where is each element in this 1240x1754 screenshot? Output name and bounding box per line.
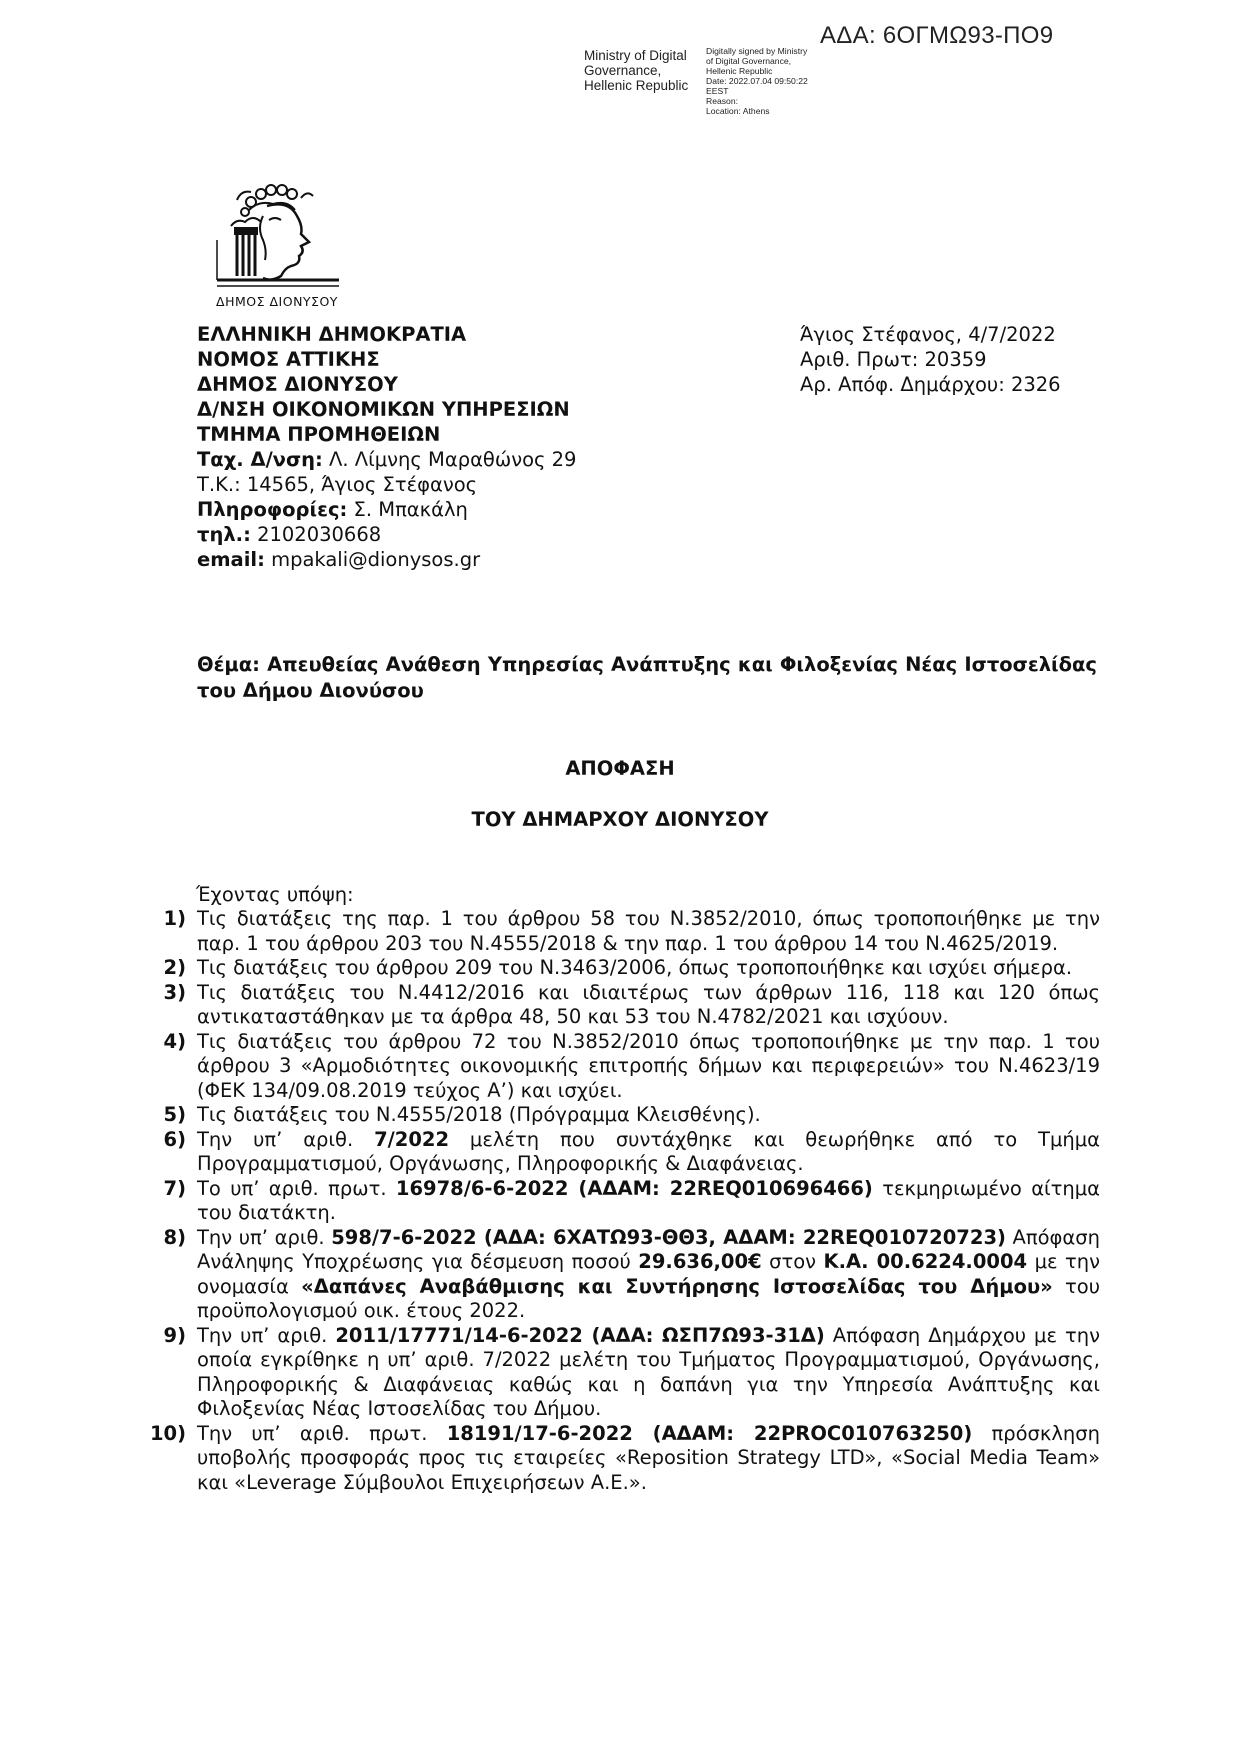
email-line xyxy=(197,547,576,572)
list-item xyxy=(140,1128,1100,1177)
text-segment: πρόσκληση υποβολής προσφοράς προς τις εταιρείες «Reposition Strategy LTD», «Social Media Team» και «Leverage Σύμβουλοι Επιχειρήσεων Α.Ε.». xyxy=(197,1421,1101,1494)
signature-details xyxy=(706,46,808,116)
info-line xyxy=(197,497,576,522)
signature-detail-line: Date: 2022.07.04 09:50:22 xyxy=(706,76,808,86)
signature-detail-line: Reason: xyxy=(706,96,739,106)
list-item-text xyxy=(197,1422,1100,1496)
tel-line xyxy=(197,522,576,547)
tel-label: τηλ.: xyxy=(197,523,251,546)
list-item-number: 5) xyxy=(163,1103,186,1126)
emphasized-reference: 2011/17771/14-6-2022 (ΑΔΑ: ΩΣΠ7Ω93-31Δ) xyxy=(335,1323,825,1347)
list-item-text xyxy=(197,1030,1100,1104)
list-item xyxy=(140,1226,1100,1324)
signature-detail-line: Digitally signed by Ministry xyxy=(706,46,808,56)
list-item-text xyxy=(197,1103,1100,1128)
signature-detail-line: Location: Athens xyxy=(706,106,770,116)
list-item-text xyxy=(197,907,1100,956)
issuer-line: ΕΛΛΗΝΙΚΗ ΔΗΜΟΚΡΑΤΙΑ xyxy=(197,323,467,346)
considering-intro: Έχοντας υπόψη: xyxy=(196,883,354,906)
list-item-number: 8) xyxy=(163,1225,186,1249)
address-label: Ταχ. Δ/νση: xyxy=(197,448,323,471)
text-segment: με την ονομασία xyxy=(197,1250,1100,1298)
text-segment: Τις διατάξεις του Ν.4412/2016 και ιδιαιτέρως των άρθρων 116, 118 και 120 όπως αντικαταστάθηκαν με τα άρθρα 48, 50 και 53 του Ν.4782/2021 και ισχύουν. xyxy=(197,980,1100,1028)
text-segment: Την υπ’ αριθ. xyxy=(197,1323,336,1347)
list-item-number: 10) xyxy=(149,1421,186,1445)
postal-line: Τ.Κ.: 14565, Άγιος Στέφανος xyxy=(197,473,478,496)
list-item xyxy=(140,1177,1100,1226)
municipality-logo xyxy=(207,180,367,315)
list-item-number: 2) xyxy=(163,956,186,979)
decision-title: ΑΠΟΦΑΣΗ xyxy=(565,757,675,780)
issuer-line: Δ/ΝΣΗ ΟΙΚΟΝΟΜΙΚΩΝ ΥΠΗΡΕΣΙΩΝ xyxy=(197,398,570,421)
dionysus-head-emblem xyxy=(217,185,339,286)
address-line xyxy=(197,447,576,472)
text-segment: Την υπ’ αριθ. xyxy=(197,1225,332,1249)
subject-line: Θέμα: Απευθείας Ανάθεση Υπηρεσίας Ανάπτυξης και Φιλοξενίας Νέας Ιστοσελίδας του Δήμου Διονύσου xyxy=(197,653,1097,702)
text-segment: Τις διατάξεις του Ν.4555/2018 (Πρόγραμμα Κλεισθένης). xyxy=(197,1103,761,1126)
place-date: Άγιος Στέφανος, 4/7/2022 xyxy=(800,323,1056,346)
text-segment: του προϋπολογισμού οικ. έτους 2022. xyxy=(197,1274,1100,1322)
emphasized-reference: 29.636,00€ xyxy=(638,1250,762,1273)
list-item xyxy=(140,1103,1100,1128)
list-item-number: 1) xyxy=(163,907,186,930)
list-item-number: 3) xyxy=(163,980,186,1004)
decision-number: Αρ. Απόφ. Δημάρχου: 2326 xyxy=(800,373,1061,396)
emphasized-reference: Κ.Α. 00.6224.0004 xyxy=(823,1250,1028,1273)
list-item-number: 9) xyxy=(163,1323,186,1347)
text-segment: Την υπ’ αριθ. xyxy=(197,1127,375,1151)
text-segment: Τις διατάξεις του άρθρου 72 του Ν.3852/2010 όπως τροποποιήθηκε με την παρ. 1 του άρθρου 3 «Αρμοδιότητες οικονομικής επιτροπής δήμων και περιφερειών» του Ν.4623/19 (ΦΕΚ 134/09.08.2019 τεύχος Α’) και ισχύει. xyxy=(197,1029,1100,1102)
issuer-line: ΔΗΜΟΣ ΔΙΟΝΥΣΟΥ xyxy=(197,373,398,396)
text-segment: Απόφαση Ανάληψης Υποχρέωσης για δέσμευση ποσού xyxy=(197,1225,1100,1273)
issuer-line: ΤΜΗΜΑ ΠΡΟΜΗΘΕΙΩΝ xyxy=(197,423,441,446)
address-value: Λ. Λίμνης Μαραθώνος 29 xyxy=(322,448,577,471)
email-value: mpakali@dionysos.gr xyxy=(264,548,481,571)
ada-code: ΑΔΑ: 6ΟΓΜΩ93-ΠΟ9 xyxy=(820,22,1054,49)
text-segment: μελέτη που συντάχθηκε και θεωρήθηκε από το Τμήμα Προγραμματισμού, Οργάνωσης, Πληροφορικής & Διαφάνειας. xyxy=(197,1127,1100,1175)
list-item-text xyxy=(197,956,1100,981)
signature-signer xyxy=(584,48,688,93)
emphasized-reference: 598/7-6-2022 (ΑΔΑ: 6ΧΑΤΩ93-ΘΘ3, ΑΔΑΜ: 22REQ010720723) xyxy=(331,1225,1006,1249)
list-item-text xyxy=(197,1177,1100,1226)
list-item xyxy=(140,956,1100,981)
info-label: Πληροφορίες: xyxy=(197,498,348,521)
list-item-text xyxy=(197,981,1100,1030)
protocol-number: Αριθ. Πρωτ: 20359 xyxy=(800,348,987,371)
list-item-text xyxy=(197,1226,1100,1324)
reference-block xyxy=(800,322,1061,397)
list-item xyxy=(140,1324,1100,1422)
signature-detail-line: Hellenic Republic xyxy=(706,66,773,76)
info-value: Σ. Μπακάλη xyxy=(347,498,468,521)
text-segment: στον xyxy=(761,1250,824,1273)
text-segment: τεκμηριωμένο αίτημα του διατάκτη. xyxy=(197,1176,1101,1224)
list-item xyxy=(140,981,1100,1030)
signer-line: Hellenic Republic xyxy=(584,78,689,93)
emphasized-reference: 7/2022 xyxy=(374,1127,450,1151)
issuer-block xyxy=(197,322,576,572)
issuer-line: ΝΟΜΟΣ ΑΤΤΙΚΗΣ xyxy=(197,348,380,371)
text-segment: Τις διατάξεις της παρ. 1 του άρθρου 58 του Ν.3852/2010, όπως τροποποιήθηκε με την παρ. 1 του άρθρου 203 του Ν.4555/2018 & την παρ. 1 του άρθρου 14 του Ν.4625/2019. xyxy=(197,907,1100,955)
text-segment: Το υπ’ αριθ. πρωτ. xyxy=(197,1176,396,1200)
signer-line: Governance, xyxy=(584,63,662,78)
emphasized-reference: 18191/17-6-2022 (ΑΔΑΜ: 22PROC010763250) xyxy=(446,1421,973,1445)
tel-value: 2102030668 xyxy=(250,523,382,546)
list-item xyxy=(140,1030,1100,1104)
email-label: email: xyxy=(197,548,265,571)
text-segment: Τις διατάξεις του άρθρου 209 του Ν.3463/2006, όπως τροποποιήθηκε και ισχύει σήμερα. xyxy=(197,956,1073,979)
signature-detail-line: EEST xyxy=(706,86,729,96)
list-item-text xyxy=(197,1324,1100,1422)
list-item-number: 7) xyxy=(163,1176,186,1200)
emphasized-reference: 16978/6-6-2022 (ΑΔΑΜ: 22REQ010696466) xyxy=(395,1176,873,1200)
emphasized-reference: «Δαπάνες Αναβάθμισης και Συντήρησης Ιστοσελίδας του Δήμου» xyxy=(301,1274,1053,1298)
list-item xyxy=(140,907,1100,956)
considerations-list xyxy=(140,907,1100,1495)
list-item-number: 6) xyxy=(163,1127,186,1151)
logo-caption: ΔΗΜΟΣ ΔΙΟΝΥΣΟΥ xyxy=(216,294,338,309)
text-segment: Την υπ’ αριθ. πρωτ. xyxy=(197,1421,447,1445)
signature-detail-line: of Digital Governance, xyxy=(706,56,792,66)
list-item-text xyxy=(197,1128,1100,1177)
list-item xyxy=(140,1422,1100,1496)
signer-line: Ministry of Digital xyxy=(584,48,687,63)
decision-subtitle: ΤΟΥ ΔΗΜΑΡΧΟΥ ΔΙΟΝΥΣΟΥ xyxy=(471,808,769,831)
list-item-number: 4) xyxy=(163,1029,186,1053)
text-segment: Απόφαση Δημάρχου με την οποία εγκρίθηκε η υπ’ αριθ. 7/2022 μελέτη του Τμήματος Προγραμματισμού, Οργάνωσης, Πληροφορικής & Διαφάνειας καθώς και η δαπάνη για την Υπηρεσία Ανάπτυξης και Φιλοξενίας Νέας Ιστοσελίδας του Δήμου. xyxy=(197,1323,1100,1420)
